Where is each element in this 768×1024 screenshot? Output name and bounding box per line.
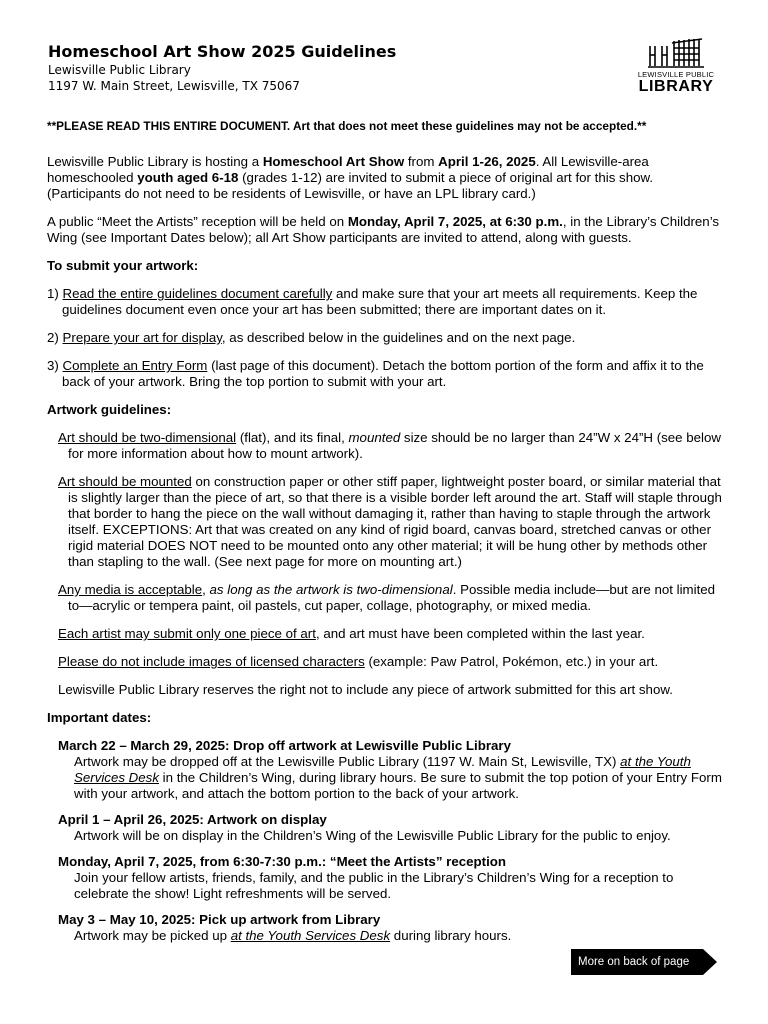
guideline-item: Any media is acceptable, as long as the artwork is two-dimensional. Possible media include—but are not limited to—acrylic or tempera paint, oil pastels, cut paper, collage, photography, or mixed media. <box>58 582 716 613</box>
submit-step: 3) Complete an Entry Form (last page of this document). Detach the bottom portion of the form and affix it to the back of your artwork. Bring the top portion to submit with your art. <box>47 358 704 389</box>
submit-step: 2) Prepare your art for display, as described below in the guidelines and on the next page. <box>47 330 576 345</box>
date-description: Join your fellow artists, friends, family, and the public in the Library’s Children’s Wing for a reception to celebrate the show! Light refreshments will be served. <box>74 870 674 901</box>
date-description: Artwork will be on display in the Children’s Wing of the Lewisville Public Library for the public to enjoy. <box>74 828 671 843</box>
date-entry <box>58 812 727 844</box>
date-entry <box>58 854 727 902</box>
logo-text-big: LIBRARY <box>638 78 714 95</box>
date-title: March 22 – March 29, 2025: Drop off artwork at Lewisville Public Library <box>58 738 511 753</box>
date-entry <box>58 912 727 944</box>
submit-steps <box>47 286 727 390</box>
submit-step: 1) Read the entire guidelines document carefully and make sure that your art meets all requirements. Keep the guidelines document even once your art has been submitted; there are important dates on it. <box>47 286 698 317</box>
guidelines-heading: Artwork guidelines: <box>47 402 172 417</box>
intro-paragraph: Lewisville Public Library is hosting a Homeschool Art Show from April 1-26, 2025. All Lewisville-area homeschooled youth aged 6-18 (grades 1-12) are invited to submit a piece of original art for this show. (Participants do not need to be residents of Lewisville, or have an LPL library card.) <box>47 154 654 201</box>
library-building-icon <box>648 38 704 68</box>
guideline-item: Each artist may submit only one piece of art, and art must have been completed within the last year. <box>58 626 645 641</box>
date-title: May 3 – May 10, 2025: Pick up artwork from Library <box>58 912 381 927</box>
more-on-back-tag <box>571 949 717 975</box>
guideline-item: Please do not include images of licensed characters (example: Paw Patrol, Pokémon, etc.) in your art. <box>58 654 659 669</box>
library-address: 1197 W. Main Street, Lewisville, TX 75067 <box>48 79 300 93</box>
document-header <box>48 42 396 94</box>
date-title: April 1 – April 26, 2025: Artwork on display <box>58 812 327 827</box>
date-entry <box>58 738 727 802</box>
guideline-item: Art should be mounted on construction paper or other stiff paper, lightweight poster board, or similar material that is slightly larger than the piece of art, so that there is a visible border left around the art. Staff will staple through that border to hang the piece on the wall without damaging it, rather than having to staple through the artwork itself. EXCEPTIONS: Art that was created on any kind of rigid board, canvas board, stretched canvas or other rigid material DOES NOT need to be mounted onto any other material; it will be hung other by methods other than stapling to the wall. (See next page for more on mounting art.) <box>58 474 722 569</box>
library-logo <box>634 38 718 106</box>
document-body <box>47 118 727 954</box>
submit-heading: To submit your artwork: <box>47 258 199 273</box>
guideline-item: Lewisville Public Library reserves the right not to include any piece of artwork submitted for this art show. <box>58 682 673 697</box>
date-description: Artwork may be picked up at the Youth Services Desk during library hours. <box>74 928 512 943</box>
date-title: Monday, April 7, 2025, from 6:30-7:30 p.m.: “Meet the Artists” reception <box>58 854 507 869</box>
guideline-item: Art should be two-dimensional (flat), and its final, mounted size should be no larger than 24”W x 24”H (see below for more information about how to mount artwork). <box>58 430 722 461</box>
read-notice: **PLEASE READ THIS ENTIRE DOCUMENT. Art that does not meet these guidelines may not be accepted.** <box>47 119 647 133</box>
reception-paragraph: A public “Meet the Artists” reception will be held on Monday, April 7, 2025, at 6:30 p.m., in the Library’s Children’s Wing (see Important Dates below); all Art Show participants are invited to attend, along with guests. <box>47 214 720 245</box>
date-description: Artwork may be dropped off at the Lewisville Public Library (1197 W. Main St, Lewisville, TX) at the Youth Services Desk in the Children’s Wing, during library hours. Be sure to submit the top potion of your Entry Form with your artwork, and attach the bottom portion to the back of your artwork. <box>74 754 722 801</box>
more-on-back-label: More on back of page <box>578 956 690 968</box>
dates-heading: Important dates: <box>47 710 152 725</box>
guidelines-list <box>47 430 727 698</box>
logo-text-small: LEWISVILLE PUBLIC <box>637 70 715 79</box>
library-name: Lewisville Public Library <box>48 63 191 77</box>
document-title: Homeschool Art Show 2025 Guidelines <box>48 42 397 61</box>
